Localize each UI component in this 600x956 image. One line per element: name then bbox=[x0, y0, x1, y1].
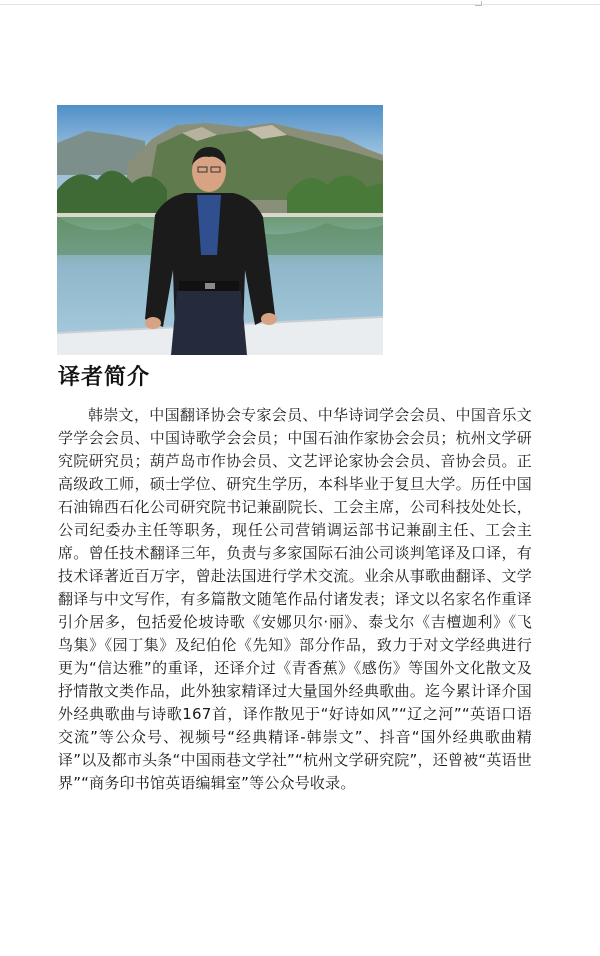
bio-paragraph: 韩崇文，中国翻译协会专家会员、中华诗词学会会员、中国音乐文学学会会员、中国诗歌学会会员；中国石油作家协会会员；杭州文学研究院研究员；葫芦岛市作协会员、文艺评论家协会会员、音协会员。正高级政工师，硕士学位、研究生学历，本科毕业于复旦大学。历任中国石油锦西石化公司研究院书记兼副院长、工会主席，公司科技处处长，公司纪委办主任等职务，现任公司营销调运部书记兼副主任、工会主席。曾任技术翻译三年，负责与多家国际石油公司谈判笔译及口译，有技术译著近百万字，曾赴法国进行学术交流。业余从事歌曲翻译、文学翻译与中文写作，有多篇散文随笔作品付诸发表；译文以名家名作重译引介居多，包括爱伦坡诗歌《安娜贝尔·丽》、泰戈尔《吉檀迦利》《飞鸟集》《园丁集》及纪伯伦《先知》部分作品，致力于对文学经典进行更为“信达雅”的重译，还译介过《青香蕉》《感伤》等国外文化散文及抒情散文类作品，此外独家精译过大量国外经典歌曲。迄今累计译介国外经典歌曲与诗歌167首，译作散见于“好诗如风”“辽之河”“英语口语交流”等公众号、视频号“经典精译-韩崇文”、抖音“国外经典歌曲精译”以及都市头条“中国雨巷文学社”“杭州文学研究院”，还曾被“英语世界”“商务印书馆英语编辑室”等公众号收录。 bbox=[58, 406, 532, 792]
translator-photo bbox=[57, 105, 383, 355]
section-heading: 译者简介 bbox=[58, 365, 151, 390]
photo-illustration bbox=[57, 105, 383, 355]
page-top-rule bbox=[0, 4, 600, 5]
page-corner-mark bbox=[475, 1, 482, 6]
